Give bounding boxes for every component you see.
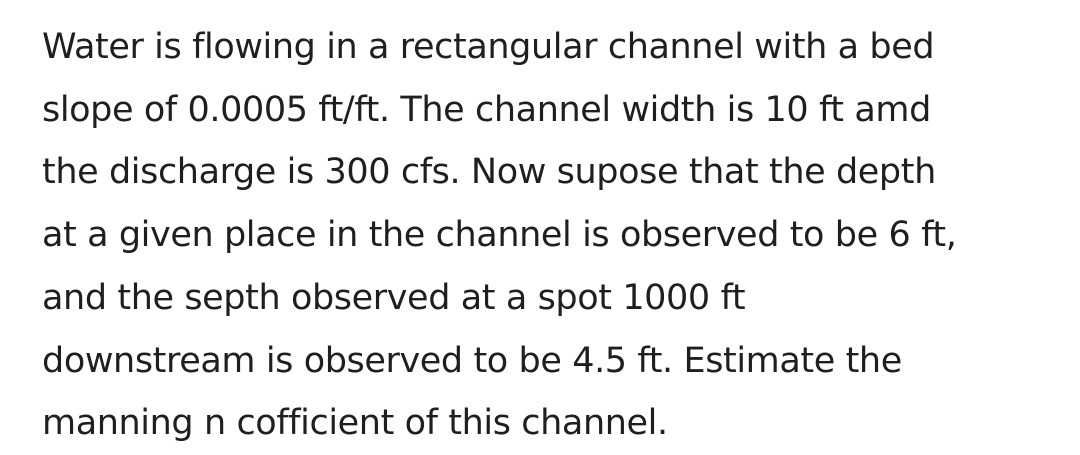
- problem-line-5: and the septh observed at a spot 1000 ft: [42, 277, 746, 318]
- problem-line-4: at a given place in the channel is observed to be 6 ft,: [42, 215, 957, 256]
- problem-line-2: slope of 0.0005 ft/ft. The channel width is 10 ft amd: [42, 89, 931, 130]
- problem-statement: [42, 16, 1062, 455]
- problem-line-6: downstream is observed to be 4.5 ft. Estimate the: [42, 340, 902, 381]
- problem-line-1: Water is flowing in a rectangular channel with a bed: [42, 27, 935, 67]
- problem-line-3: the discharge is 300 cfs. Now supose that the depth: [42, 152, 936, 193]
- problem-line-7: manning n cofficient of this channel.: [42, 403, 668, 444]
